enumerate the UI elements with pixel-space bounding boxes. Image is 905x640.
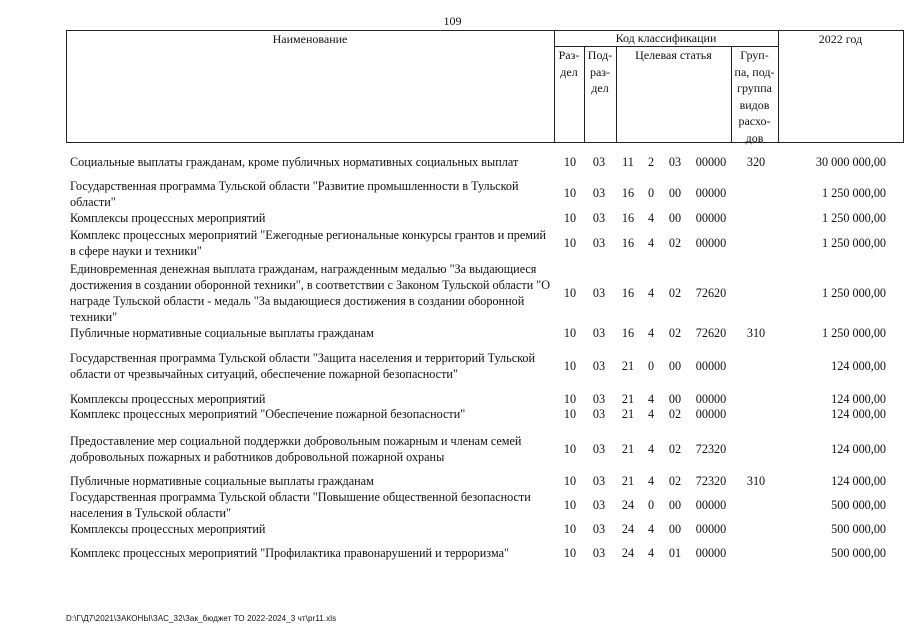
file-path-footer: D:\Г\Д7\2021\ЗАКОНЫ\ЗАС_32\Зак_бюджет ТО 2022-2024_3 чт\pr11.xls [66, 614, 337, 623]
cell-section: 10 [563, 392, 577, 406]
cell-section: 10 [563, 236, 577, 250]
header-line: Раз- [558, 48, 580, 62]
cell-program: 16 [621, 286, 635, 300]
cell-program: 16 [621, 326, 635, 340]
cell-structural-element: 00 [668, 211, 682, 225]
cell-amount: 1 250 000,00 [822, 236, 886, 250]
cell-structural-element: 00 [668, 392, 682, 406]
cell-direction: 72320 [695, 474, 727, 488]
row-name: Комплексы процессных мероприятий [70, 211, 266, 225]
cell-subprogram-type: 0 [647, 359, 655, 373]
cell-direction: 72620 [695, 326, 727, 340]
header-line: Под- [587, 48, 613, 62]
cell-program: 16 [621, 186, 635, 200]
cell-subprogram-type: 4 [647, 236, 655, 250]
row-name: Государственная программа Тульской области "Повышение общественной безопасности населения в Тульской области" [70, 490, 531, 520]
cell-subsection: 03 [592, 407, 606, 421]
cell-direction: 00000 [695, 155, 727, 169]
cell-structural-element: 02 [668, 407, 682, 421]
cell-program: 21 [621, 392, 635, 406]
cell-section: 10 [563, 155, 577, 169]
cell-subsection: 03 [592, 286, 606, 300]
cell-section: 10 [563, 211, 577, 225]
cell-section: 10 [563, 546, 577, 560]
header-line: Груп- [740, 48, 769, 62]
cell-program: 24 [621, 522, 635, 536]
cell-expense-group: 320 [746, 155, 766, 169]
cell-subprogram-type: 2 [647, 155, 655, 169]
cell-structural-element: 00 [668, 359, 682, 373]
cell-subprogram-type: 4 [647, 522, 655, 536]
header-line: па, под- [734, 64, 775, 79]
cell-subprogram-type: 4 [647, 326, 655, 340]
cell-subprogram-type: 4 [647, 474, 655, 488]
cell-subsection: 03 [592, 359, 606, 373]
cell-amount: 500 000,00 [831, 546, 886, 560]
cell-subsection: 03 [592, 546, 606, 560]
column-header-expense-group [731, 47, 778, 146]
row-name: Социальные выплаты гражданам, кроме публичных нормативных социальных выплат [70, 155, 519, 169]
cell-section: 10 [563, 442, 577, 456]
cell-structural-element: 01 [668, 546, 682, 560]
cell-structural-element: 02 [668, 474, 682, 488]
cell-program: 21 [621, 442, 635, 456]
cell-section: 10 [563, 407, 577, 421]
cell-subsection: 03 [592, 474, 606, 488]
cell-section: 10 [563, 359, 577, 373]
cell-program: 21 [621, 407, 635, 421]
header-right-border [903, 30, 904, 143]
cell-subprogram-type: 0 [647, 498, 655, 512]
row-name: Комплекс процессных мероприятий "Ежегодные региональные конкурсы грантов и премий в сфере науки и техники" [70, 228, 547, 258]
row-name: Комплекс процессных мероприятий "Обеспечение пожарной безопасности" [70, 407, 466, 421]
table-header [66, 30, 904, 143]
cell-direction: 00000 [695, 546, 727, 560]
cell-subprogram-type: 0 [647, 186, 655, 200]
cell-direction: 00000 [695, 498, 727, 512]
column-header-name: Наименование [272, 32, 348, 46]
cell-subsection: 03 [592, 498, 606, 512]
cell-section: 10 [563, 286, 577, 300]
column-header-section [554, 47, 584, 80]
row-name: Комплексы процессных мероприятий [70, 392, 266, 406]
cell-direction: 00000 [695, 186, 727, 200]
cell-amount: 1 250 000,00 [822, 211, 886, 225]
cell-subsection: 03 [592, 442, 606, 456]
cell-direction: 00000 [695, 407, 727, 421]
cell-amount: 124 000,00 [831, 407, 886, 421]
cell-structural-element: 00 [668, 186, 682, 200]
header-line: расхо- [738, 114, 771, 128]
cell-direction: 00000 [695, 236, 727, 250]
cell-structural-element: 02 [668, 326, 682, 340]
cell-amount: 30 000 000,00 [815, 155, 886, 169]
cell-section: 10 [563, 326, 577, 340]
cell-direction: 00000 [695, 359, 727, 373]
header-line: дов [745, 130, 764, 145]
cell-expense-group: 310 [746, 326, 766, 340]
cell-subprogram-type: 4 [647, 211, 655, 225]
row-name: Комплексы процессных мероприятий [70, 522, 266, 536]
cell-subsection: 03 [592, 186, 606, 200]
cell-amount: 124 000,00 [831, 359, 886, 373]
cell-direction: 00000 [695, 392, 727, 406]
cell-section: 10 [563, 522, 577, 536]
cell-amount: 1 250 000,00 [822, 326, 886, 340]
cell-program: 24 [621, 546, 635, 560]
cell-direction: 00000 [695, 522, 727, 536]
column-header-target-article: Целевая статья [635, 48, 712, 62]
cell-structural-element: 00 [668, 498, 682, 512]
page-number: 109 [443, 14, 462, 28]
header-line: раз- [589, 64, 611, 79]
cell-subprogram-type: 4 [647, 392, 655, 406]
cell-program: 21 [621, 474, 635, 488]
row-name: Публичные нормативные социальные выплаты гражданам [70, 474, 374, 488]
header-line: видов [739, 97, 770, 112]
cell-structural-element: 02 [668, 442, 682, 456]
cell-subprogram-type: 4 [647, 286, 655, 300]
cell-program: 11 [622, 155, 634, 169]
cell-amount: 124 000,00 [831, 474, 886, 488]
row-name: Предоставление мер социальной поддержки добровольным пожарным и членам семей добровольных пожарных и работников добровольной пожарной охраны [70, 434, 522, 464]
cell-subprogram-type: 4 [647, 442, 655, 456]
cell-structural-element: 02 [668, 236, 682, 250]
cell-direction: 00000 [695, 211, 727, 225]
cell-subsection: 03 [592, 155, 606, 169]
cell-section: 10 [563, 498, 577, 512]
cell-expense-group: 310 [746, 474, 766, 488]
cell-structural-element: 00 [668, 522, 682, 536]
cell-program: 21 [621, 359, 635, 373]
cell-section: 10 [563, 474, 577, 488]
cell-program: 16 [621, 236, 635, 250]
cell-amount: 124 000,00 [831, 442, 886, 456]
column-header-subsection [584, 47, 616, 97]
cell-direction: 72620 [695, 286, 727, 300]
header-line: группа [737, 81, 772, 95]
cell-structural-element: 02 [668, 286, 682, 300]
cell-amount: 124 000,00 [831, 392, 886, 406]
row-name: Государственная программа Тульской области "Развитие промышленности в Тульской области" [70, 179, 519, 209]
row-name: Комплекс процессных мероприятий "Профилактика правонарушений и терроризма" [70, 546, 509, 560]
cell-subprogram-type: 4 [647, 546, 655, 560]
cell-amount: 500 000,00 [831, 522, 886, 536]
cell-subprogram-type: 4 [647, 407, 655, 421]
column-header-year: 2022 год [818, 32, 863, 46]
cell-structural-element: 03 [668, 155, 682, 169]
cell-subsection: 03 [592, 392, 606, 406]
cell-direction: 72320 [695, 442, 727, 456]
cell-program: 16 [621, 211, 635, 225]
row-name: Публичные нормативные социальные выплаты гражданам [70, 326, 374, 340]
cell-subsection: 03 [592, 326, 606, 340]
header-line: дел [560, 64, 578, 79]
cell-amount: 1 250 000,00 [822, 186, 886, 200]
header-line: дел [591, 81, 609, 95]
cell-amount: 500 000,00 [831, 498, 886, 512]
row-name: Единовременная денежная выплата гражданам, награжденным медалью "За выдающиеся достижения в создании оборонной техники", в соответствии с Законом Тульской области "О награде Тульской области - медаль "За выдающиеся достижения в создании оборонной техники" [70, 262, 551, 324]
cell-subsection: 03 [592, 211, 606, 225]
cell-subsection: 03 [592, 522, 606, 536]
cell-program: 24 [621, 498, 635, 512]
cell-subsection: 03 [592, 236, 606, 250]
cell-amount: 1 250 000,00 [822, 286, 886, 300]
row-name: Государственная программа Тульской области "Защита населения и территорий Тульской области от чрезвычайных ситуаций, обеспечение пожарной безопасности" [70, 351, 536, 381]
cell-section: 10 [563, 186, 577, 200]
column-header-code-group: Код классификации [615, 31, 717, 45]
